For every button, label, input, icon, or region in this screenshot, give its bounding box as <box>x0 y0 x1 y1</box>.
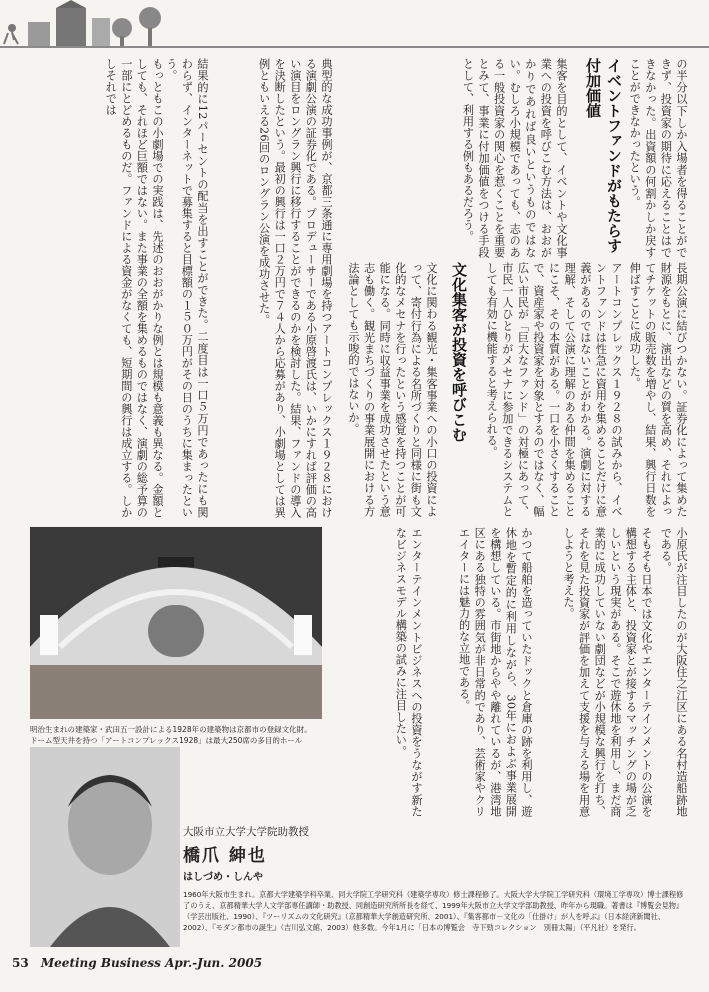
author-affiliation: 大阪市立大学大学院助教授 <box>183 826 309 838</box>
paragraph-2: 集客を目的として、イベントや文化事業への投資を呼びこむ方法は、おおがかりであれば良いというものではない。むしろ小規模であっても、志のある一般投資家の関心を惹くことを重要とみて、事業に付加価値をつける手段として、利用する例もあるだろう。 <box>461 58 568 258</box>
author-portrait <box>30 747 180 947</box>
page-number: 53 <box>12 956 29 970</box>
paragraph-14: エンターテインメントビジネスへの投資をうながす新たなビジネスモデル構築の試みに注目したい。 <box>394 527 423 817</box>
paragraph-12: そもそも日本では文化やエンターテインメントの公演を構想する主体と、投資家とが接するマッチングの場が乏しいという現実がある。そこで遊休地を利用し、まだ商業的に成功していない劇団などが小規模な興行を打ち、それを見た投資家が評価を加えて支援を与える場を用意しようと考えた。 <box>562 527 653 817</box>
hall-photo-image <box>30 527 322 719</box>
photo-caption-line-1: 明治生まれの建築家・武田五一設計による1928年の建築物は京都市の登録文化財。 <box>30 725 312 734</box>
paragraph-3b: 典型的な成功事例が、京都三条通に専用劇場を持つアートコンプレックス１９２８における演劇公演の証券化である。プロデューサーである小原啓渡氏は、いかにすれば評価の高い演目をロングラン興行に移行することができるのかを検討した。結果、ファンドの導入を決断したという。最初の興行は一口２万円で７４人から応募があり、小劇場としては異例ともいえる26回のロングラン公演を成功させた。 <box>257 58 333 518</box>
author-bio-text: 1960年大阪市生まれ。京都大学建築学科卒業、同大学院工学研究科（建築学専攻）修士課程修了。大阪大学大学院工学研究科（環境工学専攻）博士課程修了のうえ、京都精華大学人文学部専任講師・助教授、同創造研究所所長を経て、1999年大阪市立大学文学部助教授、昨年から現職。著書は『博覧会見物』（学芸出版社、1990）、『ツーリズムの文化研究』（京都精華大学創造研究所、2001）、『集客都市－文化の「仕掛け」が人を呼ぶ』（日本経済新聞社、2002）、『モダン都市の誕生』（吉川弘文館、2003）他多数。今年1月に「日本の博覧会 寺下勁コレクション 別冊太陽」（平凡社）を発行。 <box>183 890 684 932</box>
header-rule <box>0 46 709 48</box>
header-illustration-icon <box>0 0 709 52</box>
magazine-title: Meeting Business <box>40 956 161 970</box>
paragraph-13: かつて船舶を造っていたドックと倉庫の跡を利用し、遊休地を暫定的に利用しながら、30年におよぶ事業展開を構想している。市街地からやや離れているが、港湾地区にある独特の雰囲気が非日常的であり、芸術家やクリエイターには魅力的な立地である。 <box>457 527 533 817</box>
paragraph-11: 小原氏が注目したのが大阪住之江区にある名村造船跡地である。 <box>659 527 688 817</box>
header-illustration <box>0 0 709 52</box>
author-name: 橋爪 紳也 <box>183 846 267 866</box>
photo-caption <box>30 724 330 746</box>
paragraph-1: の半分以下しか入場者を得ることができず、投資家の期待に応えることはできなかった。出資額の何割かしか戻すことができなかったという。 <box>628 58 688 258</box>
paragraph-7: アートコンプレックス１９２８の試みから、イベントファンドは性急に資用を集めることだけに意義があるのではないことがわかる。演劇に対する理解、そして公演に理解のある仲間を集めることにこそ、その本質がある。一口を小さくすることで、資産家や投資家を対象とするのではなく、幅広い市民が「巨大なファンド」の対極にあって、市民一人ひとりがメセナに参加できるシステムとしても有効に機能すると考えられる。 <box>485 262 623 517</box>
section-heading-2: 文化集客が投資を呼びこむ <box>450 262 468 442</box>
hall-photo <box>30 527 322 719</box>
author-bio <box>183 824 688 933</box>
paragraph-8: 文化に関わる観光・集客事業への小口の投資によって、寄付行為による名所づくりと同様に街も文化的なメセナを行ったという感覚を持つことが可能になる。同時に収益事業を成功させたという意志も働く。観光まちづくりの事業展開における方法論としても示唆的ではないか。 <box>347 262 438 517</box>
paragraph-5: もっともこの小劇場での実践は、先述のおおがかりな例とは規模も意義も異なる。金額としても、それほど巨額ではない。また事業の全額を集めるものではなく、演劇の総予算の一部にとどめるものだ。ファンドによる資金がなくても、短期間の興行は成立する。しかしそれでは <box>104 58 164 518</box>
author-portrait-image <box>30 747 180 947</box>
paragraph-4b: 結果的に12パーセントの配当を出すことができた。二度目は一口５万円であったにも関わらず、インターネットで募集すると目標額の１５０万円がその日のうちに集まったという。 <box>164 58 209 518</box>
section-heading-1: イベントファンドがもたらす付加価値 <box>584 58 623 253</box>
photo-caption-line-2: ドーム型天井を持つ「アートコンプレックス1928」は最大250席の多目的ホール <box>30 736 303 745</box>
author-name-kana: はしづめ・しんや <box>183 872 263 883</box>
page-footer <box>12 956 262 970</box>
paragraph-6: 長期公演に結びつかない。証券化によって集めた財源をもとに、演出などの質を高め、それによってチケットの販売数を増やし、結果、興行日数を伸ばすことに成功した。 <box>628 262 688 517</box>
issue-date: Apr.-Jun. 2005 <box>165 956 263 970</box>
